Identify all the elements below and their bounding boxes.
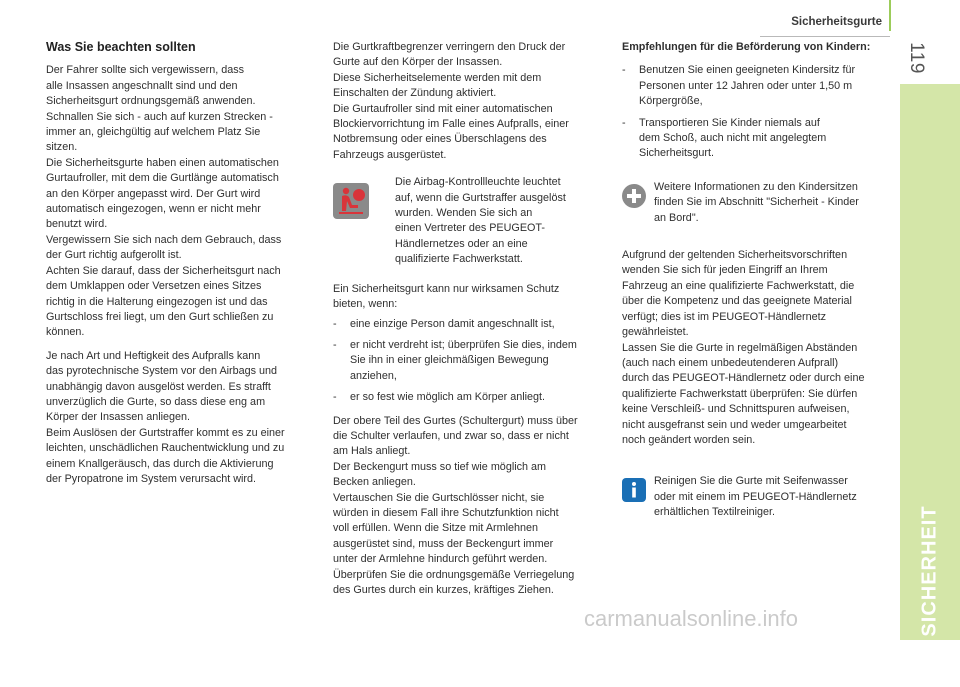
airbag-warning-note: [333, 175, 605, 267]
list-item: - eine einzige Person damit angeschnallt ist,: [333, 317, 605, 332]
header-accent-bar: [889, 0, 891, 31]
chapter-number: 6: [918, 642, 942, 686]
airbag-warning-icon: [333, 183, 369, 219]
children-recommendations-list: [622, 63, 888, 161]
list-item: - Benutzen Sie einen geeigneten Kindersitz für Personen unter 12 Jahren oder unter 1,50 m Körpergröße,: [622, 63, 888, 109]
info-icon: [622, 478, 646, 502]
children-recommendations-title: Empfehlungen für die Beförderung von Kindern:: [622, 41, 871, 53]
list-item: - er so fest wie möglich am Körper anliegt.: [333, 390, 605, 405]
cleaning-info-note: [622, 474, 888, 520]
paragraph-belt-conditions-intro: Ein Sicherheitsgurt kann nur wirksamen Schutz bieten, wenn:: [333, 282, 560, 311]
column-left: [46, 40, 312, 495]
header-divider: [760, 36, 890, 37]
plus-icon: [622, 184, 646, 208]
chapter-side-tab: [900, 84, 960, 686]
page-number-text: 119: [906, 42, 927, 74]
paragraph-pyrotechnic-system: Je nach Art und Heftigkeit des Aufpralls kann das pyrotechnische System vor den Airbags und unabhängig davon ausgelöst werden. Es strafft unverzüglich die Gurte, so dass diese eng am Körper der Insassen anliegen. Beim Auslösen der Gurtstraffer kommt es zu einer leichten, unschädlichen Rauchentwicklung und zu einem Knallgeräusch, das durch die Aktivierung der Pyropatrone im System verursacht wird.: [46, 349, 285, 485]
child-seat-info-text: Weitere Informationen zu den Kindersitzen finden Sie im Abschnitt "Sicherheit - Kinder an Bord".: [654, 180, 859, 224]
chapter-title-wrap: [900, 496, 960, 646]
belt-conditions-list: [333, 317, 605, 406]
chapter-title: SICHERHEIT: [918, 505, 941, 637]
section-header-label: Sicherheitsgurte: [791, 16, 882, 28]
list-item: - Transportieren Sie Kinder niemals auf dem Schoß, auch nicht mit angelegtem Sicherheitsgurt.: [622, 116, 888, 162]
airbag-warning-text: Die Airbag-Kontrollleuchte leuchtet auf, wenn die Gurtstraffer ausgelöst wurden. Wenden Sie sich an einen Vertreter des PEUGEOT- Händlernetzes oder an eine qualifizierte Fachwerkstatt.: [395, 176, 566, 266]
cleaning-info-text: Reinigen Sie die Gurte mit Seifenwasser oder mit einem im PEUGEOT-Händlernetz erhältlichen Textilreiniger.: [654, 475, 857, 519]
column-middle: [333, 40, 605, 606]
column-right: [622, 40, 888, 535]
list-item: - er nicht verdreht ist; überprüfen Sie dies, indem Sie ihn in einer gleichmäßigen Bewegung anziehen,: [333, 338, 605, 384]
page-number: [896, 38, 936, 78]
paragraph-driver-responsibility: Der Fahrer sollte sich vergewissern, dass alle Insassen angeschnallt sind und den Sicherheitsgurt ordnungsgemäß anwenden. Schnallen Sie sich - auch auf kurzen Strecken - immer an, gleichgültig auf welchem Platz Sie sitzen. Die Sicherheitsgurte haben einen automatischen Gurtaufroller, mit dem die Gurtlänge automatisch an den Körper angepasst wird. Der Gurt wird automatisch eingezogen, wenn er nicht mehr benutzt wird. Vergewissern Sie sich nach dem Gebrauch, dass der Gurt richtig aufgerollt ist. Achten Sie darauf, dass der Sicherheitsgurt nach dem Umklappen oder Versetzen eines Sitzes richtig in die Halterung eingezogen ist und das Gurtschloss frei liegt, um den Gurt schließen zu können.: [46, 64, 282, 339]
paragraph-service-regulations: Aufgrund der geltenden Sicherheitsvorschriften wenden Sie sich für jeden Eingriff an Ihrem Fahrzeug an eine qualifizierte Fachwerkstatt, die über die Kompetenz und das geeignete Material verfügt; dies ist im PEUGEOT-Händlernetz gewährleistet. Lassen Sie die Gurte in regelmäßigen Abständen (auch nach einem unbedeutenderen Aufprall) durch das PEUGEOT-Händlernetz oder durch eine qualifizierte Fachwerkstatt überprüfen: Sie dürfen keine Verschleiß- und Schnittspuren aufweisen, nicht ausgefranst sein und weder umgearbeitet noch geändert worden sein.: [622, 249, 865, 446]
paragraph-belt-positioning: Der obere Teil des Gurtes (Schultergurt) muss über die Schulter verlaufen, und zwar so, dass er nicht am Hals anliegt. Der Beckengurt muss so tief wie möglich am Becken anliegen. Vertauschen Sie die Gurtschlösser nicht, sie würden in diesem Fall ihre Schutzfunktion nicht voll erfüllen. Wenn die Sitze mit Armlehnen ausgerüstet sind, muss der Beckengurt immer unter der Armlehne hindurch geführt werden. Überprüfen Sie die ordnungsgemäße Verriegelung des Gurtes durch ein kurzes, kräftiges Ziehen.: [333, 414, 578, 596]
child-seat-info-note: [622, 180, 888, 226]
paragraph-force-limiters: Die Gurtkraftbegrenzer verringern den Druck der Gurte auf den Körper der Insassen. Diese Sicherheitselemente werden mit dem Einschalten der Zündung aktiviert. Die Gurtaufroller sind mit einer automatischen Blockiervorrichtung im Falle eines Aufpralls, einer Notbremsung oder eines Überschlagens des Fahrzeugs ausgerüstet.: [333, 41, 569, 161]
watermark: carmanualsonline.info: [584, 606, 799, 631]
section-title: Was Sie beachten sollten: [46, 40, 196, 54]
